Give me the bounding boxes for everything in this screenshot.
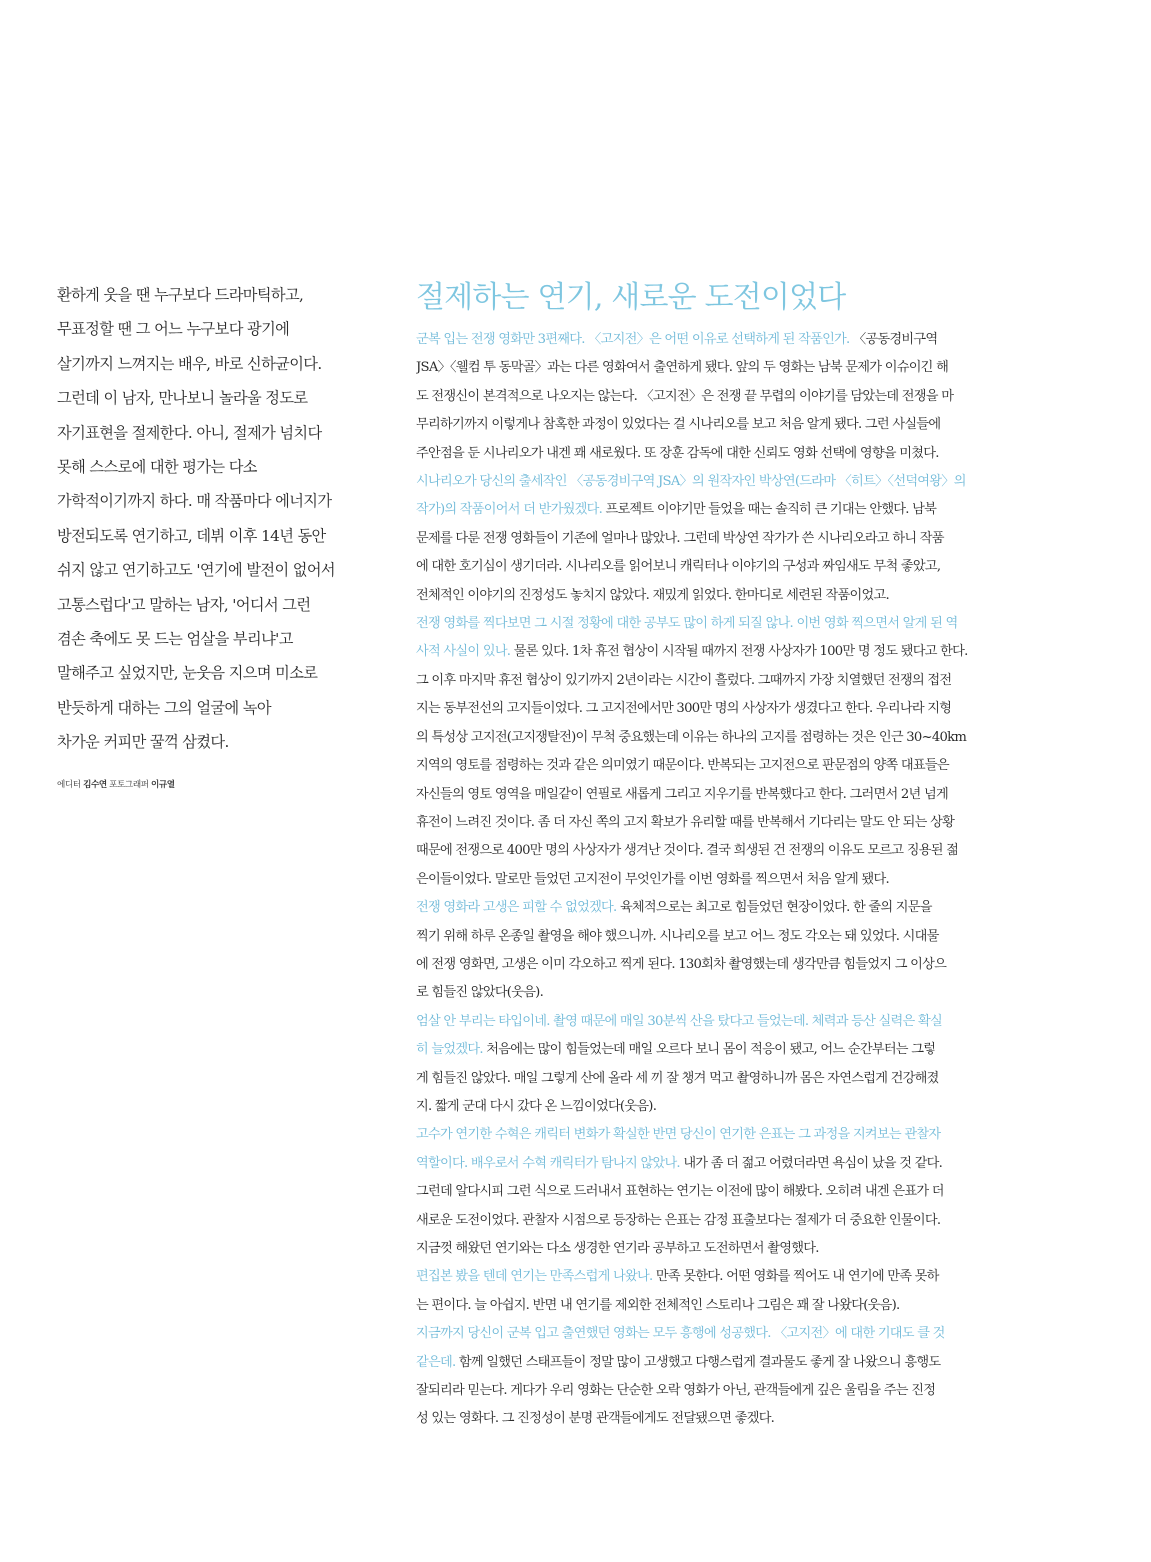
body-line (416, 1121, 1106, 1149)
question-text: 고수가 연기한 수혁은 캐릭터 변화가 확실한 반면 당신이 연기한 은표는 그 과정을 지켜보는 관찰자 (416, 1127, 941, 1143)
intro-line: 살기까지 느껴지는 배우, 바로 신하균이다. (57, 354, 322, 373)
answer-text: 그 이후 마지막 휴전 협상이 있기까지 2년이라는 시간이 흘렀다. 그때까지 가장 치열했던 전쟁의 접전 (416, 672, 952, 688)
answer-text: 는 편이다. 늘 아쉽지. 반면 내 연기를 제외한 전체적인 스토리나 그림은 꽤 잘 나왔다(웃음). (416, 1297, 900, 1313)
question-text: 역할이다. 배우로서 수혁 캐릭터가 탐나지 않았나. (416, 1155, 680, 1171)
body-line (416, 383, 1106, 411)
question-text: 같은데. (416, 1354, 456, 1370)
body-line (416, 610, 1106, 638)
photographer-label: 포토그래퍼 (109, 780, 149, 790)
answer-text: 만족 못한다. 어떤 영화를 찍어도 내 연기에 만족 못하 (652, 1269, 939, 1285)
body-line (416, 979, 1106, 1007)
body-line (416, 1150, 1106, 1178)
body-line (416, 951, 1106, 979)
answer-text: 처음에는 많이 힘들었는데 매일 오르다 보니 몸이 적응이 됐고, 어느 순간부터는 그렇 (482, 1042, 936, 1058)
interview-body (416, 326, 1106, 1434)
body-line (416, 1263, 1106, 1291)
answer-text: 지는 동부전선의 고지들이었다. 그 고지전에서만 300만 명의 사상자가 생겼다고 한다. 우리나라 지형 (416, 701, 952, 717)
answer-text: 도 전쟁신이 본격적으로 나오지는 않는다. 〈고지전〉은 전쟁 끝 무렵의 이야기를 담았는데 전쟁을 마 (416, 388, 954, 404)
intro-line: 그런데 이 남자, 만나보니 놀라울 정도로 (57, 389, 308, 408)
body-line (416, 326, 1106, 354)
answer-text: 로 힘들진 않았다(웃음). (416, 985, 544, 1001)
body-line (416, 468, 1106, 496)
body-line (416, 1320, 1106, 1348)
body-line (416, 1065, 1106, 1093)
body-line (416, 553, 1106, 581)
intro-line: 방전되도록 연기하고, 데뷔 이후 14년 동안 (57, 526, 326, 545)
intro-line: 반듯하게 대하는 그의 얼굴에 녹아 (57, 698, 271, 717)
body-line (416, 1349, 1106, 1377)
body-line (416, 837, 1106, 865)
answer-text: 잘되리라 믿는다. 게다가 우리 영화는 단순한 오락 영화가 아닌, 관객들에게 깊은 울림을 주는 진정 (416, 1383, 936, 1399)
answer-text: 지금껏 해왔던 연기와는 다소 생경한 연기라 공부하고 도전하면서 촬영했다. (416, 1241, 819, 1256)
body-line (416, 923, 1106, 951)
question-text: 사적 사실이 있나. (416, 644, 511, 660)
answer-text: 주안점을 둔 시나리오가 내겐 꽤 새로웠다. 또 장훈 감독에 대한 신뢰도 영화 선택에 영향을 미쳤다. (416, 445, 939, 461)
intro-line: 말해주고 싶었지만, 눈웃음 지으며 미소로 (57, 664, 318, 683)
answer-text: 찍기 위해 하루 온종일 촬영을 해야 했으니까. 시나리오를 보고 어느 정도 각오는 돼 있었다. 시대물 (416, 928, 939, 944)
body-line (416, 1207, 1106, 1235)
body-line (416, 411, 1106, 439)
answer-text: 에 대한 호기심이 생기더라. 시나리오를 읽어보니 캐릭터나 이야기의 구성과 짜임새도 무척 좋았고, (416, 559, 941, 575)
body-line (416, 894, 1106, 922)
body-line (416, 1235, 1106, 1263)
question-text: 전쟁 영화라 고생은 피할 수 없었겠다. (416, 900, 617, 916)
intro-line: 환하게 웃을 땐 누구보다 드라마틱하고, (57, 286, 304, 304)
intro-column (57, 278, 392, 760)
body-line (416, 1178, 1106, 1206)
answer-text: 의 특성상 고지전(고지쟁탈전)이 무척 중요했는데 이유는 하나의 고지를 점령하는 것은 인근 30~40km (416, 729, 967, 745)
article-headline: 절제하는 연기, 새로운 도전이었다 (416, 280, 846, 315)
body-line (416, 695, 1106, 723)
body-line (416, 866, 1106, 894)
body-line (416, 525, 1106, 553)
intro-line: 자기표현을 절제한다. 아니, 절제가 넘치다 (57, 423, 322, 442)
question-text: 시나리오가 당신의 출세작인 〈공동경비구역 JSA〉의 원작자인 박상연(드라마 〈히트〉〈선덕여왕〉의 (416, 474, 966, 490)
answer-text: 육체적으로는 최고로 힘들었던 현장이었다. 한 줄의 지문을 (616, 900, 932, 916)
answer-text: 지. 짧게 군대 다시 갔다 온 느낌이었다(웃음). (416, 1098, 657, 1114)
answer-text: 은이들이었다. 말로만 들었던 고지전이 무엇인가를 이번 영화를 찍으면서 처음 알게 됐다. (416, 871, 889, 887)
answer-text: 에 전쟁 영화면, 고생은 이미 각오하고 찍게 된다. 130회차 촬영했는데 생각만큼 힘들었지 그 이상으 (416, 956, 947, 972)
body-line (416, 752, 1106, 780)
answer-text: 함께 일했던 스태프들이 정말 많이 고생했고 다행스럽게 결과물도 좋게 잘 나왔으니 흥행도 (455, 1354, 941, 1370)
answer-text: 때문에 전쟁으로 400만 명의 사상자가 생겨난 것이다. 결국 희생된 건 전쟁의 이유도 모르고 징용된 젊 (416, 843, 959, 859)
answer-text: 지역의 영토를 점령하는 것과 같은 의미였기 때문이다. 반복되는 고지전으로 판문점의 양쪽 대표들은 (416, 758, 949, 774)
answer-text: 문제를 다룬 전쟁 영화들이 기존에 얼마나 많았나. 그런데 박상연 작가가 쓴 시나리오라고 하니 작품 (416, 530, 944, 546)
answer-text: 전체적인 이야기의 진정성도 놓치지 않았다. 재밌게 읽었다. 한마디로 세련된 작품이었고. (416, 587, 889, 603)
body-line (416, 496, 1106, 524)
intro-line: 겸손 축에도 못 드는 엄살을 부리냐'고 (57, 630, 293, 649)
question-text: 전쟁 영화를 찍다보면 그 시절 정황에 대한 공부도 많이 하게 되질 않나. 이번 영화 찍으면서 알게 된 역 (416, 616, 958, 632)
credit-line (57, 778, 175, 790)
answer-text: 성 있는 영화다. 그 진정성이 분명 관객들에게도 전달됐으면 좋겠다. (416, 1411, 775, 1427)
body-line (416, 1036, 1106, 1064)
answer-text: 휴전이 느려진 것이다. 좀 더 자신 쪽의 고지 확보가 유리할 때를 반복해서 기다리는 말도 안 되는 상황 (416, 814, 955, 830)
body-line (416, 354, 1106, 382)
body-line (416, 638, 1106, 666)
body-line (416, 1405, 1106, 1433)
answer-text: 물론 있다. 1차 휴전 협상이 시작될 때까지 전쟁 사상자가 100만 명 정도 됐다고 한다. (510, 644, 968, 660)
answer-text: 새로운 도전이었다. 관찰자 시점으로 등장하는 은표는 감정 표출보다는 절제가 더 중요한 인물이다. (416, 1212, 941, 1228)
body-line (416, 724, 1106, 752)
intro-line: 차가운 커피만 꿀꺽 삼켰다. (57, 733, 229, 752)
body-line (416, 1377, 1106, 1405)
question-text: 히 늘었겠다. (416, 1042, 483, 1058)
question-text: 편집본 봤을 텐데 연기는 만족스럽게 나왔나. (416, 1269, 653, 1285)
intro-line: 쉬지 않고 연기하고도 '연기에 발전이 없어서 (57, 561, 335, 580)
body-line (416, 582, 1106, 610)
photographer-name: 이규열 (150, 780, 175, 790)
intro-line: 못해 스스로에 대한 평가는 다소 (57, 458, 257, 477)
answer-text: 게 힘들진 않았다. 매일 그렇게 산에 올라 세 끼 잘 챙겨 먹고 촬영하니까 몸은 자연스럽게 건강해졌 (416, 1070, 939, 1086)
intro-line: 가학적이기까지 하다. 매 작품마다 에너지가 (57, 492, 332, 511)
question-text: 군복 입는 전쟁 영화만 3편째다. 〈고지전〉은 어떤 이유로 선택하게 된 작품인가. (416, 332, 850, 347)
intro-line: 고통스럽다'고 말하는 남자, '어디서 그런 (57, 595, 311, 614)
body-line (416, 1008, 1106, 1036)
answer-text: 자신들의 영토 영역을 매일같이 연필로 새롭게 그리고 지우기를 반복했다고 한다. 그러면서 2년 넘게 (416, 786, 948, 802)
question-text: 엄살 안 부리는 타입이네. 촬영 때문에 매일 30분씩 산을 탔다고 들었는데. 체력과 등산 실력은 확실 (416, 1013, 942, 1029)
editor-name: 김수연 (83, 780, 107, 790)
body-line (416, 667, 1106, 695)
body-line (416, 1292, 1106, 1320)
body-line (416, 781, 1106, 809)
answer-text: 내가 좀 더 젊고 어렸더라면 욕심이 났을 것 같다. (679, 1155, 943, 1171)
answer-text: 〈공동경비구역 (849, 332, 938, 347)
body-line (416, 1093, 1106, 1121)
answer-text: 그런데 알다시피 그런 식으로 드러내서 표현하는 연기는 이전에 많이 해봤다. 오히려 내겐 은표가 더 (416, 1184, 944, 1200)
answer-text: 프로젝트 이야기만 들었을 때는 솔직히 큰 기대는 안했다. 남북 (602, 502, 937, 518)
editor-label: 에디터 (57, 780, 81, 790)
answer-text: JSA〉〈웰컴 투 동막골〉과는 다른 영화여서 출연하게 됐다. 앞의 두 영화는 남북 문제가 이슈이긴 해 (416, 360, 949, 376)
body-line (416, 440, 1106, 468)
body-line (416, 809, 1106, 837)
answer-text: 무리하기까지 이렇게나 참혹한 과정이 있었다는 걸 시나리오를 보고 처음 알게 됐다. 그런 사실들에 (416, 417, 941, 433)
question-text: 지금까지 당신이 군복 입고 출연했던 영화는 모두 흥행에 성공했다. 〈고지전〉에 대한 기대도 클 것 (416, 1326, 945, 1342)
intro-line: 무표정할 땐 그 어느 누구보다 광기에 (57, 320, 290, 339)
question-text: 작가)의 작품이어서 더 반가웠겠다. (416, 502, 603, 518)
